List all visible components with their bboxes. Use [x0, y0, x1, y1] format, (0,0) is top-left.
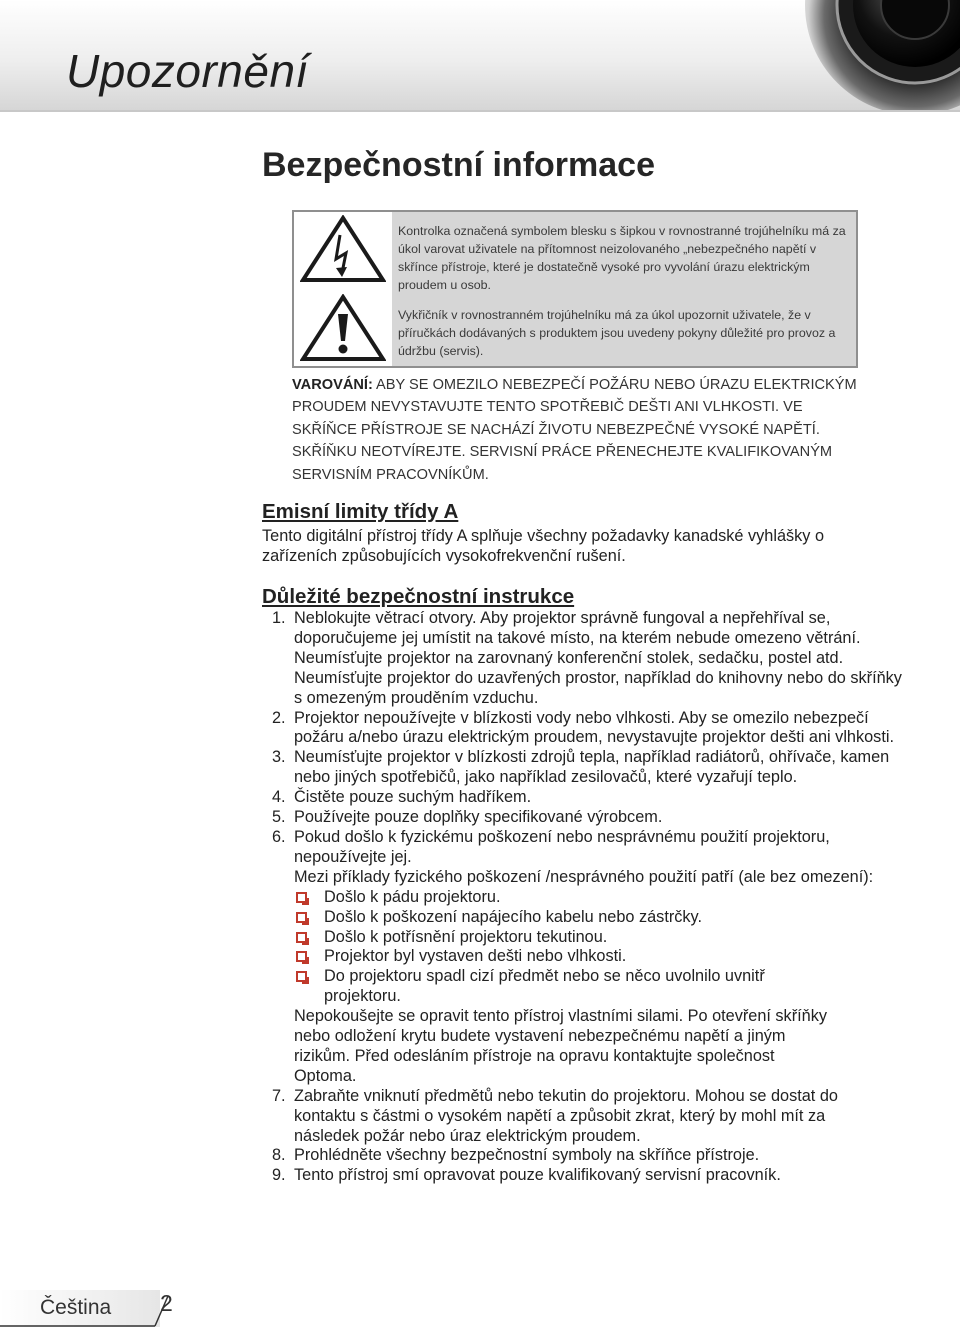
list-item: 9. Tento přístroj smí opravovat pouze kvalifikovaný servisní pracovník. — [272, 1166, 781, 1185]
list-item: 3. Neumísťujte projektor v blízkosti zdrojů tepla, například radiátorů, ohřívače, kamen nebo jiných spotřebičů, jako například zesilovačů, které vyzařují teplo. — [272, 748, 890, 787]
page-header — [0, 0, 960, 112]
list-item: 7. Zabraňte vniknutí předmětů nebo tekutin do projektoru. Mohou se dostat do kontaktu s částmi o vysokém napětí a způsobit zkrat, který by mohl mít za následek požár nebo úraz elektrickým proudem. — [272, 1086, 838, 1145]
warning-icons-column — [294, 212, 393, 366]
caps-warning-label: VAROVÁNÍ: — [292, 377, 373, 393]
bullet-item: Do projektoru spadl cizí předmět nebo se něco uvolnilo uvnitř projektoru. — [294, 967, 794, 1007]
caps-warning-text: ABY SE OMEZILO NEBEZPEČÍ POŽÁRU NEBO ÚRAZU ELEKTRICKÝM PROUDEM NEVYSTAVUJTE TENTO SPOTŘEBIČ DEŠTI ANI VLHKOSTI. VE SKŘÍŇCE PŘÍSTROJE SE NACHÁZÍ ŽIVOTU NEBEZPEČNÉ VYSOKÉ NAPĚTÍ. SKŘÍŇKU NEOTVÍREJTE. SERVISNÍ PRÁCE PŘENECHEJTE KVALIFIKOVANÝM SERVISNÍM PRACOVNÍKŮM. — [292, 377, 857, 483]
caps-warning — [292, 374, 862, 486]
list-item: 2. Projektor nepoužívejte v blízkosti vody nebo vlhkosti. Aby se omezilo nebezpečí požáru a/nebo úrazu elektrickým proudem, nevystavujte projektor dešti ani vlhkosti. — [272, 708, 894, 747]
warning-text-exclamation: Vykřičník v rovnostranném trojúhelníku má za úkol upozornit uživatele, že v příručkách dodávaných s produktem jsou uvedeny pokyny důležité pro provoz a údržbu (servis). — [398, 308, 836, 358]
checkbox-bullet-icon — [296, 971, 307, 982]
bullet-item: Projektor byl vystaven dešti nebo vlhkosti. — [294, 947, 902, 967]
instructions-heading: Důležité bezpečnostní instrukce — [262, 585, 575, 608]
bullet-item: Došlo k pádu projektoru. — [294, 888, 902, 908]
list-item: 8. Prohlédněte všechny bezpečnostní symboly na skříňce přístroje. — [272, 1146, 760, 1165]
projector-lens-icon — [795, 0, 960, 112]
bullet-item: Došlo k potřísnění projektoru tekutinou. — [294, 928, 902, 948]
checkbox-bullet-icon — [296, 932, 307, 943]
instructions-list — [262, 609, 902, 1186]
list-item: 4. Čistěte pouze suchým hadříkem. — [272, 788, 532, 807]
item6-subtext: Mezi příklady fyzického poškození /nesprávného použití patří (ale bez omezení): — [294, 867, 874, 886]
lightning-triangle-icon — [300, 215, 386, 283]
page-number: 2 — [160, 1290, 173, 1316]
bullet-item: Došlo k poškození napájecího kabelu nebo zástrčky. — [294, 908, 902, 928]
page-title: Upozornění — [66, 45, 309, 97]
checkbox-bullet-icon — [296, 892, 307, 903]
emission-text: Tento digitální přístroj třídy A splňuje všechny požadavky kanadské vyhlášky o zařízeních způsobujících vysokofrekvenční rušení. — [262, 527, 825, 565]
warning-box — [292, 210, 858, 368]
item6-after-text: Nepokoušejte se opravit tento přístroj vlastními silami. Po otevření skříňky nebo odložení krytu budete vystavení nebezpečnému napětí a jiným rizikům. Před odesláním přístroje na opravu kontaktujte společnost Optoma. — [294, 1007, 827, 1085]
checkbox-bullet-icon — [296, 951, 307, 962]
list-item: 6. Pokud došlo k fyzickému poškození nebo nesprávnému použití projektoru, nepoužívejte jej. — [272, 827, 830, 866]
list-item: 1. Neblokujte větrací otvory. Aby projektor správně fungoval a nepřehříval se, doporučujeme jej umístit na takové místo, na kterém nebude omezeno větrání. Neumísťujte projektor na zarovnaný konferenční stolek, sedačku, postel atd. Neumísťujte projektor do uzavřených prostor, například do knihovny nebo do skříňky s omezeným prouděním vzduchu. — [272, 609, 902, 707]
exclamation-triangle-icon — [300, 294, 386, 362]
checkbox-bullet-icon — [296, 912, 307, 923]
warning-text-panel — [392, 212, 856, 366]
section-title: Bezpečnostní informace — [262, 146, 655, 184]
list-item: 5. Používejte pouze doplňky specifikované výrobcem. — [272, 808, 663, 827]
warning-text-lightning: Kontrolka označená symbolem blesku s šipkou v rovnostranné trojúhelníku má za úkol varovat uživatele na přítomnost neizolovaného „nebezpečného napětí v skřínce přístroje, které je dostatečně vysoké pro vyvolání úrazu elektrickým proudem u osob. — [398, 224, 846, 292]
emission-heading: Emisní limity třídy A — [262, 500, 459, 523]
footer-language: Čeština — [40, 1296, 112, 1319]
